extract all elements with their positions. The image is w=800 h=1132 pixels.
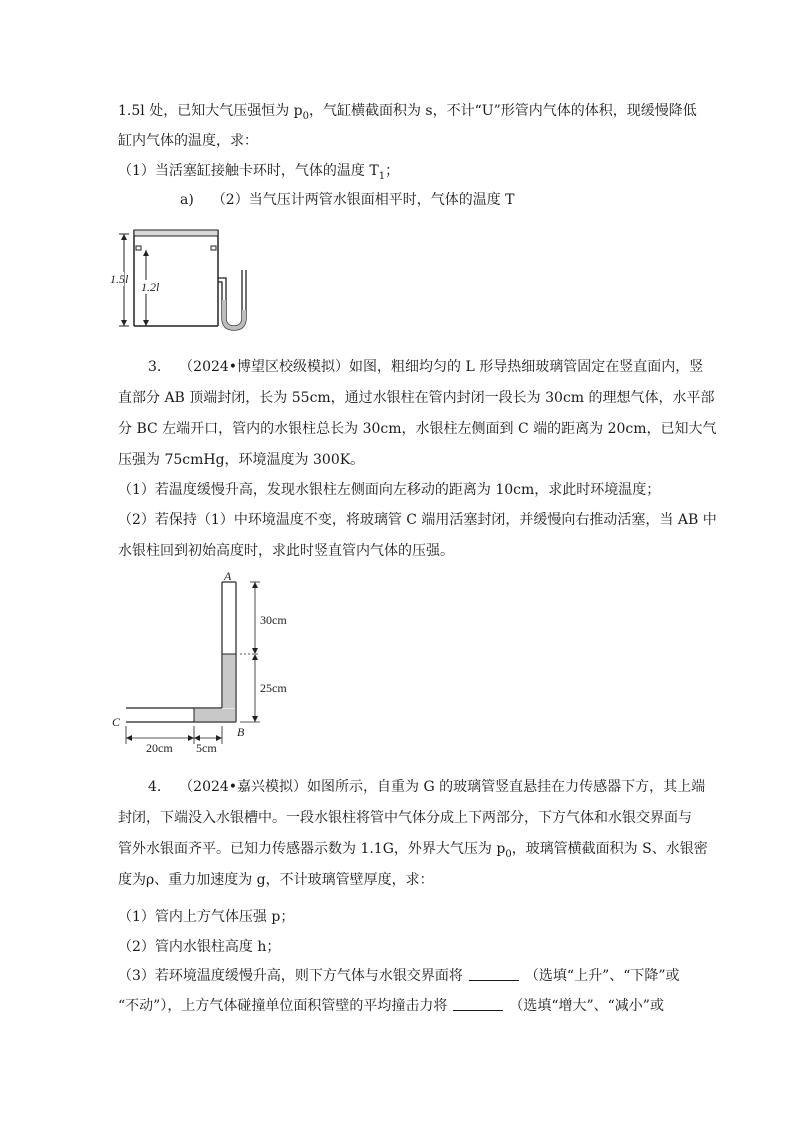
q3-part-2a: （2）若保持（1）中环境温度不变，将玻璃管 C 端用活塞封闭，并缓慢向右推动活塞，当 AB 中 — [118, 512, 717, 528]
q2-line-2: 缸内气体的温度，求： — [118, 133, 258, 149]
q2-cylinder-figure — [110, 222, 270, 332]
q3-l-tube-figure — [110, 568, 330, 758]
q2-part-1: （1）当活塞缸接触卡环时，气体的温度 $T_1$； — [118, 163, 400, 182]
q2-part-2-marker: a) — [180, 192, 194, 208]
dim-20cm: 20cm — [146, 741, 173, 755]
piston — [134, 230, 218, 236]
q4-line-4: 度为ρ、重力加速度为 g，不计玻璃管壁厚度，求： — [118, 872, 434, 888]
answer-blank-2[interactable] — [453, 997, 503, 1011]
label-a: A — [224, 569, 232, 583]
answer-blank-1[interactable] — [469, 967, 519, 981]
label-c: C — [112, 715, 121, 729]
q3-line-3: 分 BC 左端开口，管内的水银柱总长为 30cm，水银柱左侧面到 C 端的距离为 20cm，已知大气 — [118, 421, 717, 437]
q4-line-2: 封闭，下端没入水银槽中。一段水银柱将管中气体分成上下两部分，下方气体和水银交界面与 — [118, 810, 692, 826]
q4-part-1: （1）管内上方气体压强 p； — [118, 909, 295, 925]
dim-label-1-5l: 1.5l — [110, 272, 129, 286]
dim-25cm: 25cm — [260, 681, 287, 695]
snap-ring-left — [136, 246, 141, 250]
dim-5cm: 5cm — [196, 741, 217, 755]
q4-line-1: 4. （2024•嘉兴模拟）如图所示，自重为 G 的玻璃管竖直悬挂在力传感器下方，其上端 — [148, 779, 706, 795]
label-b: B — [237, 725, 245, 739]
q3-part-2b: 水银柱回到初始高度时，求此时竖直管内气体的压强。 — [118, 543, 454, 559]
mercury-horizontal — [194, 709, 235, 722]
q3-part-1: （1）若温度缓慢升高，发现水银柱左侧面向左移动的距离为 10cm，求此时环境温度； — [118, 482, 661, 498]
q4-part-3a: （3）若环境温度缓慢升高，则下方气体与水银交界面将 （选填“上升”、“下降”或 — [118, 968, 680, 984]
dim-30cm: 30cm — [260, 613, 287, 627]
q3-line-1: 3. （2024•博望区校级模拟）如图，粗细均匀的 L 形导热细玻璃管固定在竖直面内，竖 — [148, 359, 704, 375]
q4-line-3: 管外水银面齐平。已知力传感器示数为 1.1G，外界大气压为 $p_0$，玻璃管横截面积为 S、水银密 — [118, 841, 708, 860]
dim-label-1-2l: 1.2l — [141, 280, 160, 294]
q4-part-3b: “不动”），上方气体碰撞单位面积管壁的平均撞击力将 （选填“增大”、“减小”或 — [118, 998, 664, 1014]
q3-line-4: 压强为 75cmHg，环境温度为 300K。 — [118, 452, 365, 468]
snap-ring-right — [211, 246, 216, 250]
q2-part-2: a) （2）当气压计两管水银面相平时，气体的温度 T — [180, 192, 515, 208]
q2-line-1: 1.5l 处，已知大气压强恒为 $p_0$，气缸横截面积为 s，不计“U”形管内气体的体积，现缓慢降低 — [118, 103, 697, 122]
mercury-vertical — [223, 654, 236, 708]
q4-part-2: （2）管内水银柱高度 h； — [118, 939, 281, 955]
q3-line-2: 直部分 AB 顶端封闭，长为 55cm，通过水银柱在管内封闭一段长为 30cm 的理想气体，水平部 — [118, 390, 715, 406]
